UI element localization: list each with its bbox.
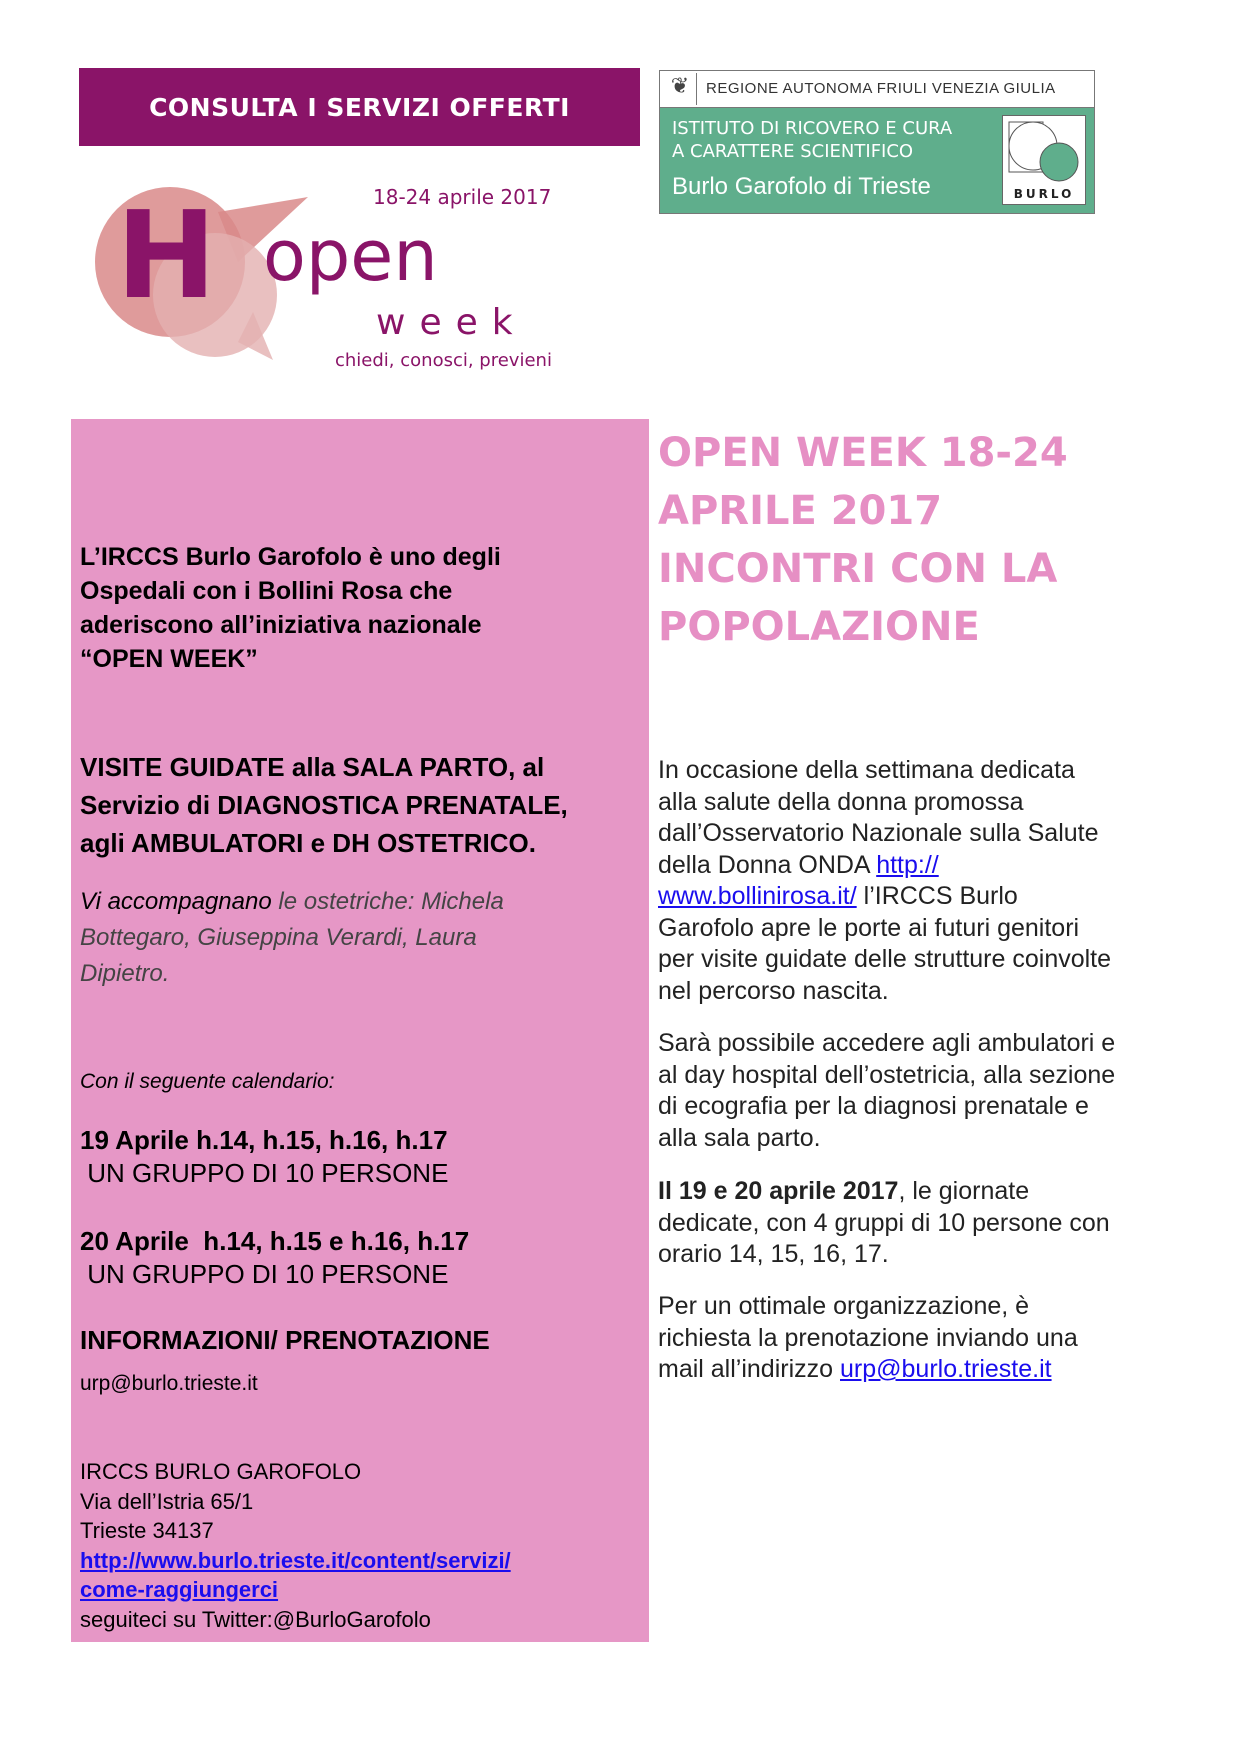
text-line: dall’Osservatorio Nazionale sulla Salute bbox=[658, 819, 1099, 847]
dates-bold: Il 19 e 20 aprile 2017 bbox=[658, 1177, 899, 1205]
calendar-label: Con il seguente calendario: bbox=[80, 1070, 335, 1093]
contact-email: urp@burlo.trieste.it bbox=[80, 1372, 258, 1395]
text-line: Garofolo apre le porte ai futuri genitori bbox=[658, 913, 1080, 942]
text-line: Dipietro. bbox=[80, 960, 170, 987]
day-times: 19 Aprile h.14, h.15, h.16, h.17 bbox=[80, 1125, 448, 1155]
institute-line: ISTITUTO DI RICOVERO E CURA bbox=[672, 118, 953, 139]
text-line: “OPEN WEEK” bbox=[80, 645, 258, 673]
logo-tagline: chiedi, conosci, previeni bbox=[335, 350, 552, 371]
text-line: Per un ottimale organizzazione, è bbox=[658, 1292, 1030, 1320]
address-line: IRCCS BURLO GAROFOLO bbox=[80, 1459, 362, 1484]
calendar-day-1 bbox=[80, 1124, 448, 1190]
logo-word-open: open bbox=[263, 215, 438, 297]
text-line: della Donna ONDA bbox=[658, 850, 877, 879]
title-line: APRILE 2017 bbox=[658, 488, 943, 534]
day-times: 20 Aprile h.14, h.15 e h.16, h.17 bbox=[80, 1226, 470, 1256]
consulta-servizi-banner[interactable] bbox=[79, 68, 640, 146]
burlo-logo bbox=[659, 70, 1095, 214]
title-line: INCONTRI CON LA bbox=[658, 546, 1058, 592]
email-link[interactable]: urp@burlo.trieste.it bbox=[840, 1355, 1052, 1383]
institute-type bbox=[672, 117, 952, 163]
text-line: In occasione della settimana dedicata bbox=[658, 756, 1075, 784]
text-line: Ospedali con i Bollini Rosa che bbox=[80, 577, 453, 605]
escort-paragraph bbox=[80, 884, 504, 992]
bollinirosa-link[interactable]: http:// bbox=[876, 850, 939, 879]
text-line: Sarà possibile accedere agli ambulatori e bbox=[658, 1029, 1116, 1057]
occasion-paragraph bbox=[658, 755, 1111, 1007]
text-line: di ecografia per la diagnosi prenatale e bbox=[658, 1092, 1089, 1120]
burlo-mark-text: BURLO bbox=[1013, 187, 1075, 201]
text-line: le ostetriche: Michela bbox=[278, 888, 504, 915]
text-line: Bottegaro, Giuseppina Verardi, Laura bbox=[80, 924, 477, 951]
intro-paragraph bbox=[80, 540, 501, 676]
text-line: VISITE GUIDATE alla SALA PARTO, al bbox=[80, 752, 545, 782]
text-line: al day hospital dell’ostetricia, alla sezione bbox=[658, 1060, 1116, 1089]
twitter-handle: seguiteci su Twitter:@BurloGarofolo bbox=[80, 1606, 431, 1632]
address-line: Trieste 34137 bbox=[80, 1518, 214, 1543]
directions-link[interactable] bbox=[80, 1546, 511, 1605]
page-title bbox=[658, 424, 1068, 656]
text-line: alla sala parto. bbox=[658, 1123, 821, 1152]
open-week-logo bbox=[88, 182, 628, 382]
calendar-day-2 bbox=[80, 1225, 469, 1291]
day-group: UN GRUPPO DI 10 PERSONE bbox=[80, 1259, 449, 1289]
bollinirosa-link[interactable]: www.bollinirosa.it/ bbox=[658, 882, 857, 910]
link-line: http://www.burlo.trieste.it/content/servizi/ bbox=[80, 1547, 511, 1573]
burlo-mark-icon bbox=[1002, 115, 1086, 205]
text-line: dedicate, con 4 gruppi di 10 persone con bbox=[658, 1208, 1110, 1237]
text-line: nel percorso nascita. bbox=[658, 976, 889, 1005]
text-line: orario 14, 15, 16, 17. bbox=[658, 1240, 889, 1268]
region-header bbox=[660, 71, 1094, 108]
escort-prefix: Vi accompagnano bbox=[80, 888, 279, 915]
logo-letter-h: H bbox=[116, 187, 217, 326]
text-line: alla salute della donna promossa bbox=[658, 787, 1024, 816]
logo-word-week: week bbox=[376, 302, 527, 343]
banner-label: CONSULTA I SERVIZI OFFERTI bbox=[149, 92, 570, 122]
region-name: REGIONE AUTONOMA FRIULI VENEZIA GIULIA bbox=[706, 80, 1056, 97]
text-line: aderiscono all’iniziativa nazionale bbox=[80, 611, 482, 639]
institute-line: A CARATTERE SCIENTIFICO bbox=[672, 141, 914, 162]
text-line: L’IRCCS Burlo Garofolo è uno degli bbox=[80, 543, 501, 571]
title-line: POPOLAZIONE bbox=[658, 604, 980, 650]
address-line: Via dell’Istria 65/1 bbox=[80, 1488, 254, 1514]
text-line: per visite guidate delle strutture coinvolte bbox=[658, 945, 1112, 973]
logo-dates: 18-24 aprile 2017 bbox=[373, 185, 552, 209]
access-paragraph bbox=[658, 1028, 1115, 1154]
info-heading: INFORMAZIONI/ PRENOTAZIONE bbox=[80, 1325, 490, 1355]
text-line: l’IRCCS Burlo bbox=[856, 882, 1018, 910]
address-block bbox=[80, 1457, 511, 1634]
dates-paragraph bbox=[658, 1176, 1110, 1271]
text-line: Servizio di DIAGNOSTICA PRENATALE, bbox=[80, 790, 568, 820]
title-line: OPEN WEEK 18-24 bbox=[658, 430, 1068, 476]
text-line: mail all’indirizzo bbox=[658, 1355, 840, 1383]
day-group: UN GRUPPO DI 10 PERSONE bbox=[80, 1158, 449, 1188]
text-line: , le giornate bbox=[898, 1177, 1030, 1205]
institute-name: Burlo Garofolo di Trieste bbox=[672, 173, 931, 200]
text-line: agli AMBULATORI e DH OSTETRICO. bbox=[80, 828, 536, 858]
visits-paragraph bbox=[80, 748, 568, 862]
text-line: richiesta la prenotazione inviando una bbox=[658, 1323, 1078, 1352]
link-line: come-raggiungerci bbox=[80, 1577, 279, 1602]
booking-paragraph bbox=[658, 1291, 1078, 1386]
eagle-icon: ❦ bbox=[664, 73, 697, 105]
